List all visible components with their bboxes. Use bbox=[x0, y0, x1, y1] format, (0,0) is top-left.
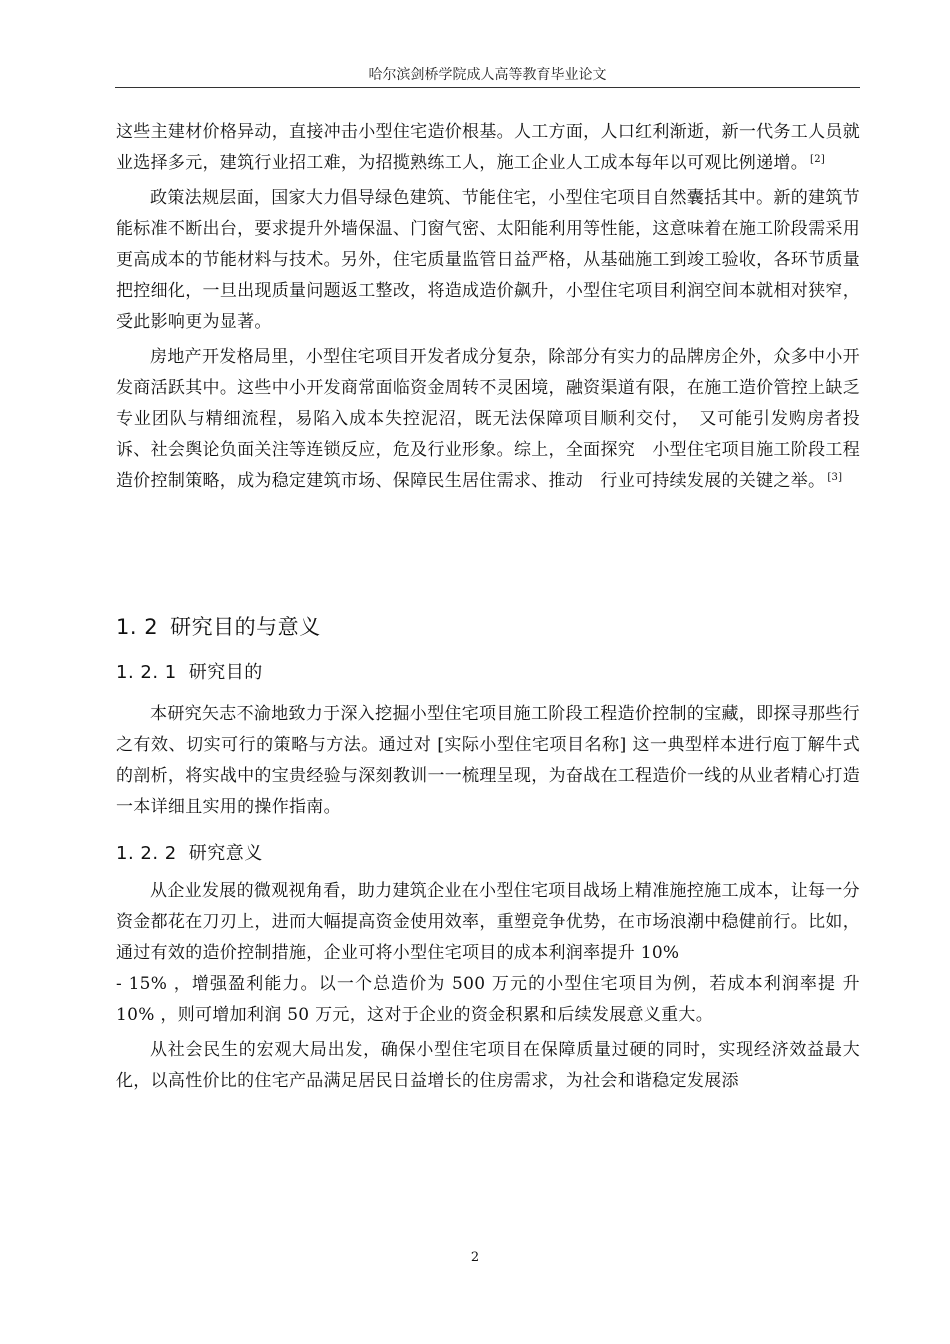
citation-ref-3: [3] bbox=[827, 472, 843, 483]
section-heading-1-2 bbox=[116, 611, 321, 641]
section-title: 研究目的与意义 bbox=[170, 615, 321, 639]
paragraph-continued-text: 这些主建材价格异动，直接冲击小型住宅造价根基。人工方面，人口红利渐逝，新一代务工人员就业选择多元，建筑行业招工难，为招揽熟练工人，施工企业人工成本每年以可观比例递增。 bbox=[116, 122, 860, 173]
paragraph-purpose: 本研究矢志不渝地致力于深入挖掘小型住宅项目施工阶段工程造价控制的宝藏，即探寻那些行之有效、切实可行的策略与方法。通过对 [实际小型住宅项目名称] 这一典型样本进行庖丁解牛式的剖析，将实战中的宝贵经验与深刻教训一一梳理呈现，为奋战在工程造价一线的从业者精心打造一本详细且实用的操作指南。 bbox=[116, 704, 860, 817]
paragraph-enterprise-cont: - 15% ，增强盈利能力。以一个总造价为 500 万元的小型住宅项目为例，若成本利润率提 升 10% ，则可增加利润 50 万元，这对于企业的资金积累和后续发展意义重大。 bbox=[116, 974, 860, 1025]
section-heading-1-2-1 bbox=[116, 658, 263, 684]
section-number: 1. 2 bbox=[116, 615, 159, 639]
page-number: 2 bbox=[470, 1250, 480, 1265]
header-divider bbox=[115, 87, 860, 88]
paragraph-social: 从社会民生的宏观大局出发，确保小型住宅项目在保障质量过硬的同时，实现经济效益最大化，以高性价比的住宅产品满足居民日益增长的住房需求，为社会和谐稳定发展添 bbox=[116, 1040, 860, 1091]
paragraph-continued bbox=[116, 117, 860, 179]
paragraph-market-text: 房地产开发格局里，小型住宅项目开发者成分复杂，除部分有实力的品牌房企外，众多中小开发商活跃其中。这些中小开发商常面临资金周转不灵困境，融资渠道有限，在施工造价管控上缺乏专业团队与精细流程，易陷入成本失控泥沼，既无法保障项目顺利交付， 又可能引发购房者投诉、社会舆论负面关注等连锁反应，危及行业形象。综上，全面探究 小型住宅项目施工阶段工程造价控制策略，成为稳定建筑市场、保障民生居住需求、推动 行业可持续发展的关键之举。 bbox=[116, 347, 860, 491]
body-block-significance bbox=[116, 876, 860, 1097]
page-header: 哈尔滨剑桥学院成人高等教育毕业论文 bbox=[368, 67, 607, 83]
section-number: 1. 2. 1 bbox=[116, 662, 177, 683]
paragraph-market bbox=[116, 342, 860, 497]
paragraph-policy: 政策法规层面，国家大力倡导绿色建筑、节能住宅，小型住宅项目自然囊括其中。新的建筑节能标准不断出台，要求提升外墙保温、门窗气密、太阳能利用等性能，这意味着在施工阶段需采用更高成本的节能材料与技术。另外，住宅质量监管日益严格，从基础施工到竣工验收，各环节质量把控细化，一旦出现质量问题返工整改，将造成造价飙升，小型住宅项目利润空间本就相对狭窄，受此影响更为显著。 bbox=[116, 188, 860, 332]
section-title: 研究目的 bbox=[188, 662, 263, 683]
section-number: 1. 2. 2 bbox=[116, 843, 177, 864]
body-block-purpose bbox=[116, 699, 860, 823]
body-block-1 bbox=[116, 117, 860, 497]
section-title: 研究意义 bbox=[188, 843, 263, 864]
paragraph-enterprise: 从企业发展的微观视角看，助力建筑企业在小型住宅项目战场上精准施控施工成本，让每一分资金都花在刀刃上，进而大幅提高资金使用效率，重塑竞争优势，在市场浪潮中稳健前行。比如，通过有效的造价控制措施，企业可将小型住宅项目的成本利润率提升 10% bbox=[116, 881, 860, 963]
citation-ref-2: [2] bbox=[810, 154, 826, 165]
section-heading-1-2-2 bbox=[116, 839, 263, 865]
